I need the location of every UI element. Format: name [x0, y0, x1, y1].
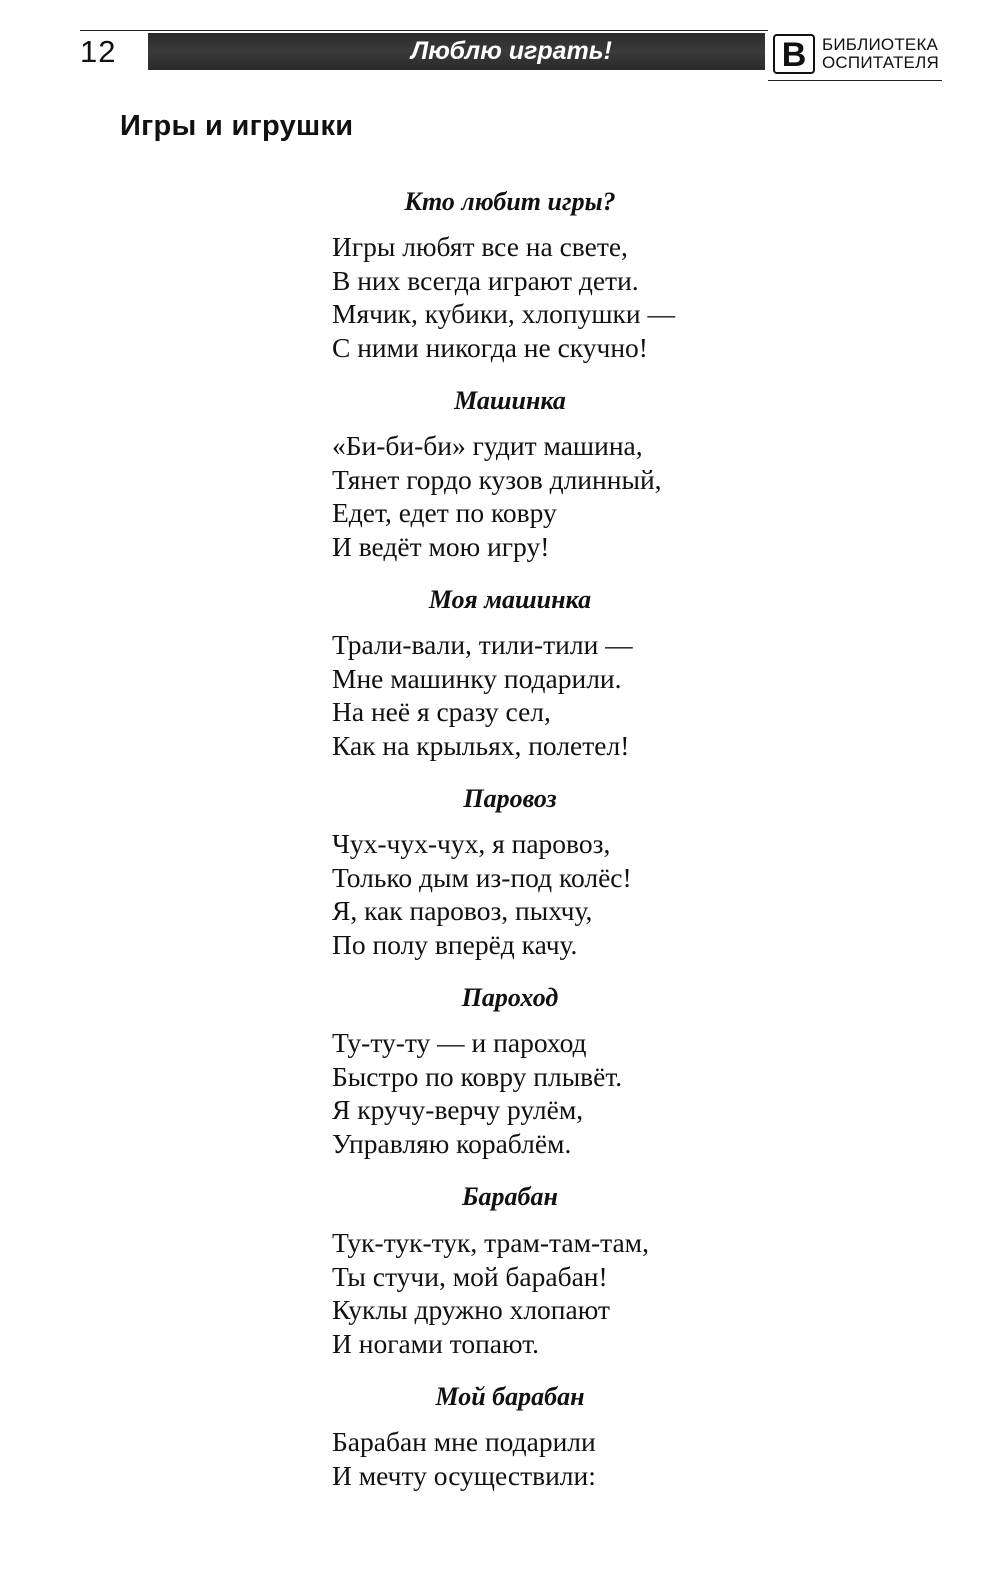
- poem-line: Быстро по ковру плывёт.: [332, 1060, 623, 1092]
- poem-line: И ведёт мою игру!: [332, 531, 550, 563]
- poem-line: По полу вперёд качу.: [332, 929, 578, 961]
- poem-line: Тук-тук-тук, трам-там-там,: [332, 1227, 649, 1258]
- poem-line: Тянет гордо кузов длинный,: [332, 463, 662, 495]
- poem-stanza: [332, 429, 892, 564]
- poem-title: Барабан: [462, 1182, 558, 1211]
- poem-line: Я кручу-верчу рулём,: [332, 1094, 584, 1126]
- poem-title: Кто любит игры?: [404, 187, 616, 216]
- poem-line: Трали-вали, тили-тили —: [332, 629, 633, 660]
- poem-line: Управляю кораблём.: [332, 1128, 572, 1160]
- poem-line: На неё я сразу сел,: [332, 696, 551, 728]
- poem-line: Мне машинку подарили.: [332, 662, 622, 694]
- brand-logo-line2: ОСПИТАТЕЛЯ: [822, 53, 939, 72]
- poem-stanza: [332, 1026, 892, 1161]
- poem-line: Мячик, кубики, хлопушки —: [332, 298, 675, 330]
- section-title: Игры и игрушки: [120, 110, 354, 142]
- poem-title: Пароход: [461, 983, 559, 1012]
- page-number: 12: [80, 34, 117, 69]
- poem-title: Мой барабан: [435, 1382, 585, 1411]
- poem-stanza: [332, 628, 892, 763]
- poem-stanza: [332, 1425, 892, 1492]
- header-top-rule: [80, 30, 768, 31]
- poem-line: С ними никогда не скучно!: [332, 332, 648, 364]
- poem-line: Как на крыльях, полетел!: [332, 730, 630, 762]
- poem-title: Машинка: [454, 386, 566, 415]
- running-title: Люблю играть!: [411, 37, 612, 65]
- poem-line: В них всегда играют дети.: [332, 264, 639, 296]
- poem-line: Чух-чух-чух, я паровоз,: [332, 828, 611, 859]
- poem-title: Моя машинка: [428, 585, 592, 614]
- poem-line: И мечту осуществили:: [332, 1459, 596, 1491]
- poem-line: И ногами топают.: [332, 1328, 540, 1360]
- poem-title: Паровоз: [463, 784, 557, 813]
- poem-line: Игры любят все на свете,: [332, 231, 628, 262]
- brand-logo-line1: БИБЛИОТЕКА: [822, 35, 939, 54]
- poem-stanza: [332, 230, 892, 365]
- poem-line: Барабан мне подарили: [332, 1426, 596, 1457]
- poem-line: Едет, едет по ковру: [332, 497, 557, 529]
- poem-line: Куклы дружно хлопают: [332, 1294, 610, 1326]
- poem-line: Я, как паровоз, пыхчу,: [332, 895, 593, 927]
- poem-line: Только дым из-под колёс!: [332, 861, 632, 893]
- brand-logo-letter: В: [773, 34, 815, 74]
- poem-stanza: [332, 1226, 892, 1361]
- poem-line: Ты стучи, мой барабан!: [332, 1260, 608, 1292]
- poem-line: «Би-би-би» гудит машина,: [332, 430, 643, 461]
- poem-stanza: [332, 827, 892, 962]
- poem-line: Ту-ту-ту — и пароход: [332, 1027, 587, 1058]
